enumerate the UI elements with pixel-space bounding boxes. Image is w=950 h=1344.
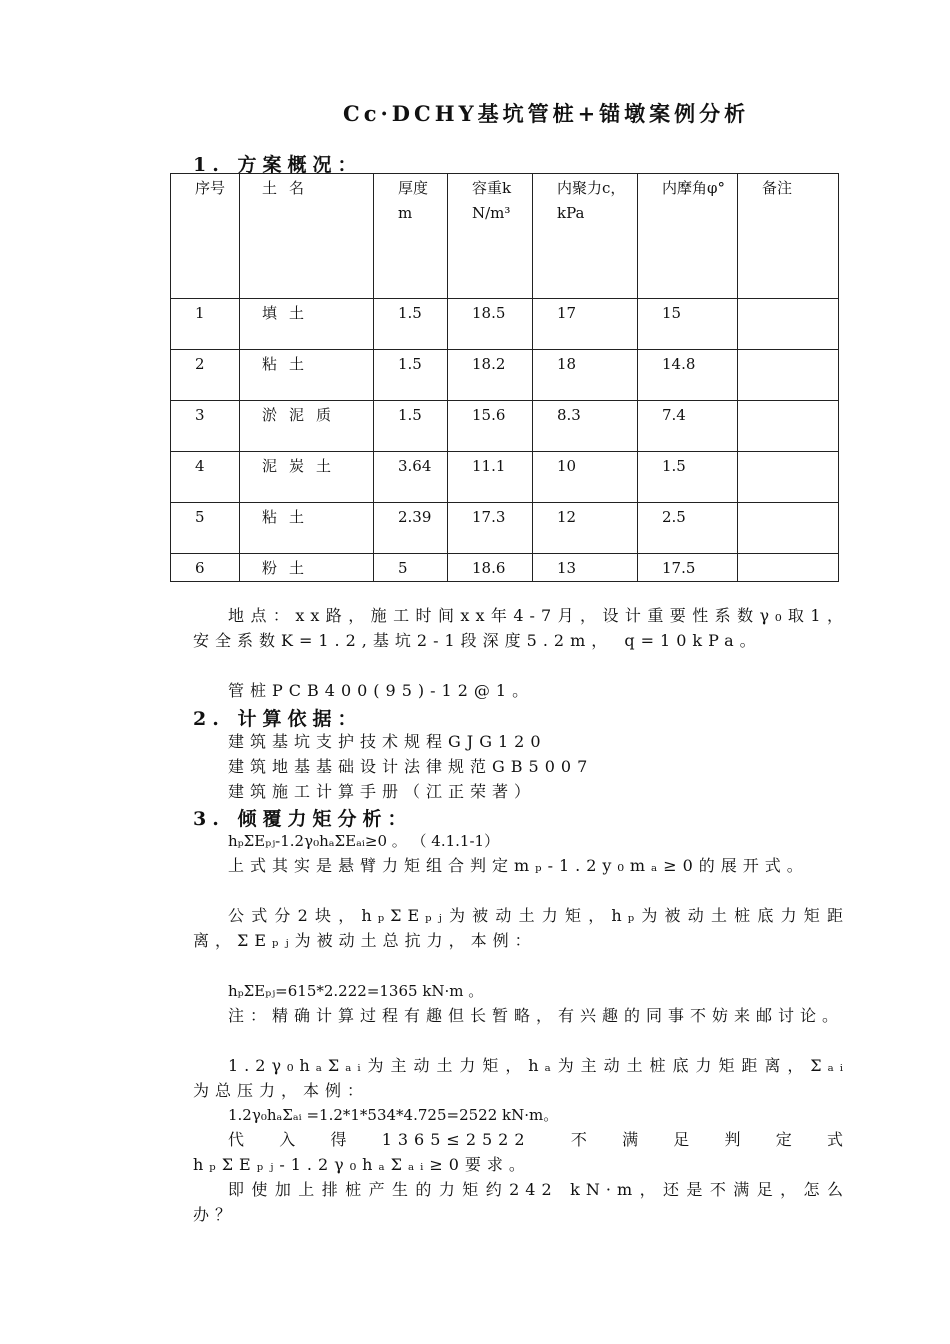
- table-cell: 1.5: [374, 350, 448, 401]
- table-row: [171, 503, 839, 554]
- formula-main: hₚΣEₚⱼ-1.2γ₀hₐΣEₐᵢ≥0 。 （ 4.1.1-1）: [228, 832, 500, 850]
- table-cell: 5: [171, 503, 240, 554]
- table-cell: 14.8: [638, 350, 738, 401]
- site-paragraph: 地点：xx路，施工时间xx年4-7月，设计重要性系数γ₀取1，安全系数K=1.2,基坑2-1段深度5.2m， q=10kPa。: [193, 606, 849, 650]
- table-cell: 8.3: [533, 401, 638, 452]
- table-cell: 6: [171, 554, 240, 582]
- reference-item: 建筑基坑支护技术规程GJG120: [228, 732, 547, 751]
- table-cell: [738, 401, 839, 452]
- paragraph-f: 即使加上排桩产生的力矩约242 kN·m，还是不满足，怎么办？: [193, 1180, 849, 1224]
- paragraph-d: 1.2γ₀hₐΣₐᵢ为主动土力矩，hₐ为主动土桩底力矩距离，Σₐᵢ为总压力，本例：: [193, 1056, 849, 1100]
- table-cell: 2: [171, 350, 240, 401]
- paragraph-a: 上式其实是悬臂力矩组合判定mₚ-1.2y₀mₐ≥0的展开式。: [228, 856, 809, 875]
- table-cell: 泥炭土: [240, 452, 374, 503]
- table-cell: 10: [533, 452, 638, 503]
- table-cell: 5: [374, 554, 448, 582]
- formula-active: 1.2γ₀hₐΣₐᵢ =1.2*1*534*4.725=2522 kN·m。: [228, 1106, 559, 1124]
- header-cell: 序号: [171, 174, 240, 299]
- table-cell: 17.5: [638, 554, 738, 582]
- header-cell: 备注: [738, 174, 839, 299]
- table-cell: 1.5: [638, 452, 738, 503]
- table-cell: 淤泥质: [240, 401, 374, 452]
- paragraph-b: 公式分2块，hₚΣEₚⱼ为被动土力矩，hₚ为被动土桩底力矩距离，ΣEₚⱼ为被动土总抗力，本例：: [193, 906, 849, 950]
- table-cell: 17: [533, 299, 638, 350]
- table-cell: 2.39: [374, 503, 448, 554]
- table-cell: [738, 554, 839, 582]
- reference-item: 建筑施工计算手册（江正荣著）: [228, 782, 537, 801]
- table-cell: 18.2: [448, 350, 533, 401]
- table-cell: 7.4: [638, 401, 738, 452]
- reference-item: 建筑地基基础设计法律规范GB5007: [228, 757, 594, 776]
- table-cell: 1.5: [374, 299, 448, 350]
- table-cell: [738, 299, 839, 350]
- table-cell: 粘土: [240, 350, 374, 401]
- table-cell: 3.64: [374, 452, 448, 503]
- section-heading-2: 2. 计算依据：: [193, 708, 363, 730]
- table-cell: 粉土: [240, 554, 374, 582]
- table-cell: 15.6: [448, 401, 533, 452]
- table-cell: 12: [533, 503, 638, 554]
- table-cell: 4: [171, 452, 240, 503]
- table-cell: 17.3: [448, 503, 533, 554]
- table-cell: 2.5: [638, 503, 738, 554]
- table-cell: 填土: [240, 299, 374, 350]
- header-cell: 内聚力c，kPa: [533, 174, 638, 299]
- page-title: Cc·DCHY基坑管桩+锚墩案例分析: [343, 101, 750, 126]
- table-row: [171, 299, 839, 350]
- paragraph-e: 代入得1365≤2522 不满足判定式hₚΣEₚⱼ-1.2γ₀hₐΣₐᵢ≥0要求。: [193, 1130, 849, 1174]
- table-row: [171, 350, 839, 401]
- table-row: [171, 401, 839, 452]
- header-cell: 内摩角φ°: [638, 174, 738, 299]
- table-row: [171, 554, 839, 582]
- section-heading-1: 1. 方案概况：: [193, 154, 363, 176]
- header-cell: 土名: [240, 174, 374, 299]
- table-cell: 18.6: [448, 554, 533, 582]
- table-cell: 1: [171, 299, 240, 350]
- table-cell: 18: [533, 350, 638, 401]
- table-cell: 11.1: [448, 452, 533, 503]
- soil-table: [170, 173, 839, 582]
- table-cell: [738, 503, 839, 554]
- table-cell: 3: [171, 401, 240, 452]
- table-cell: 1.5: [374, 401, 448, 452]
- table-cell: [738, 452, 839, 503]
- paragraph-note: 注：精确计算过程有趣但长暂略，有兴趣的同事不妨来邮讨论。: [228, 1006, 845, 1025]
- section-heading-3: 3. 倾覆力矩分析：: [193, 808, 413, 830]
- table-cell: 15: [638, 299, 738, 350]
- table-cell: 13: [533, 554, 638, 582]
- pile-paragraph: 管桩PCB400(95)-12@1。: [228, 681, 535, 700]
- header-cell: 容重kN/m³: [448, 174, 533, 299]
- table-header-row: [171, 174, 839, 299]
- table-cell: 粘土: [240, 503, 374, 554]
- table-cell: 18.5: [448, 299, 533, 350]
- formula-passive: hₚΣEₚⱼ=615*2.222=1365 kN·m 。: [228, 982, 484, 1000]
- table-row: [171, 452, 839, 503]
- header-cell: 厚度m: [374, 174, 448, 299]
- table-cell: [738, 350, 839, 401]
